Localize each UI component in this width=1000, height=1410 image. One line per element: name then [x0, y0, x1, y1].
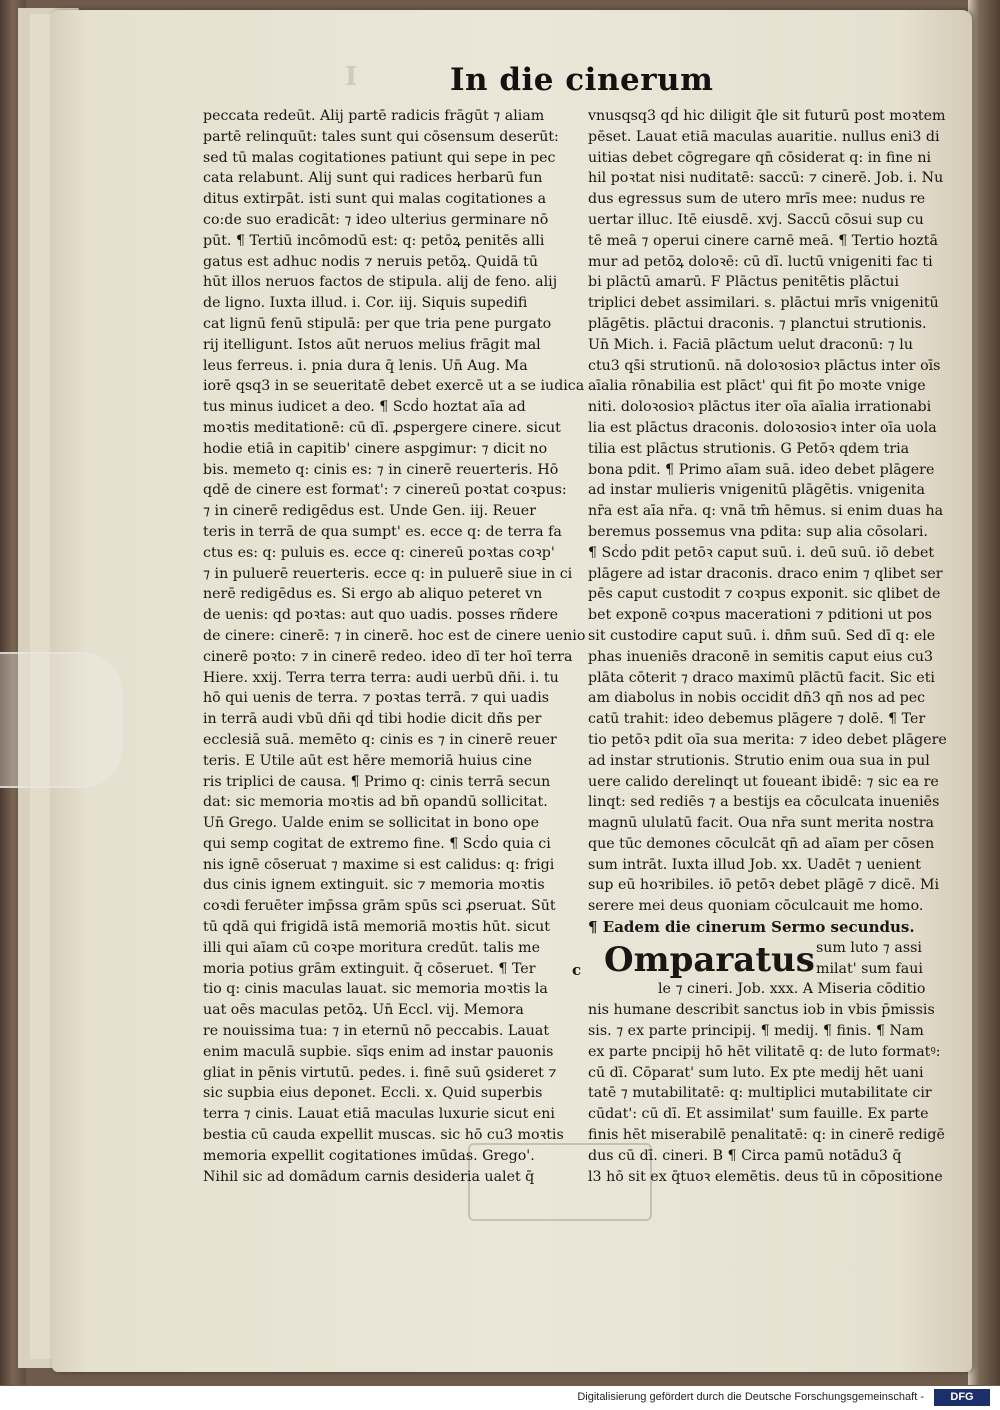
- footer-credit: Digitalisierung gefördert durch die Deutsche Forschungsgemeinschaft -: [577, 1391, 924, 1403]
- text-line: am diabolus in nobis occidit dn̄3 qn̄ nos ad pec: [588, 690, 926, 707]
- text-line: bona pdit. ¶ Primo aīam suā. ideo debet plāgere: [588, 461, 935, 478]
- text-line: ⁊ in puluerē reuerteris. ecce q: in puluerē siue in ci: [203, 565, 573, 582]
- text-line: uitias debet cōgregare qn̄ cōsiderat q: in fine ni: [588, 149, 932, 166]
- bleed-through-mark: I: [345, 62, 358, 92]
- text-line: illi qui aīam cū coꝛpe moritura credūt. talis me: [203, 939, 540, 956]
- right-column-top-text: [588, 106, 947, 917]
- text-line: Nihil sic ad domādum carnis desideria ualet q̄: [203, 1168, 535, 1185]
- text-line: tatē ⁊ mutabilitatē: q: multiplici mutabilitate cir: [588, 1085, 932, 1102]
- text-line: aīalia rōnabilia est plāct' qui fit p̄o moꝛte vnige: [588, 378, 926, 395]
- text-line: qdē de cinere est format': ⁊ cinereū poꝛtat coꝛpus:: [203, 482, 567, 499]
- text-line: moria potius grām extinguit. q̄ cōseruet. ¶ Ter: [203, 960, 536, 977]
- text-line: l3 hō sit ex q̄tuoꝛ elemētis. deus tū in cōpositione: [588, 1168, 943, 1185]
- book-binding-right: [968, 0, 1000, 1385]
- text-line: niti. doloꝛosioꝛ plāctus iter oīa aīalia irrationabi: [588, 399, 932, 416]
- sermon-heading: ¶ Eadem die cinerum Sermo secundus.: [588, 918, 915, 937]
- text-line: iorē qsq3 in se seueritatē debet exercē ut a se iudica: [203, 378, 585, 395]
- text-line: ad instar strutionis. Strutio enim oua sua in pul: [588, 752, 930, 769]
- text-line: de cinere: cinerē: ⁊ in cinerē. hoc est de cinere uenio: [203, 627, 586, 644]
- plastic-page-clip: [0, 652, 122, 788]
- text-line: vnusqsq3 qḋ hic diligit q̄le sit futurū post moꝛtem: [588, 108, 946, 124]
- text-line: gliat in pēnis virtutū. pedes. i. finē suū ꝯsideret ⁊: [203, 1064, 557, 1081]
- text-line: Un̄ Mich. i. Faciā plāctum uelut draconū: ⁊ lu: [588, 336, 913, 353]
- text-line: serere mei deus quoniam cōculcauit me homo.: [588, 898, 924, 915]
- text-line: pēs caput custodit ⁊ coꝛpus exponit. sic qlibet de: [588, 586, 941, 603]
- text-line: qui semp cogitat de extremo fine. ¶ Scḋo quia ci: [203, 835, 551, 852]
- text-line: hil poꝛtat nisi nuditatē: saccū: ⁊ cinerē. Job. i. Nu: [588, 170, 944, 187]
- text-line: ctus es: q: puluis es. ecce q: cinereū poꝛtas coꝛp': [203, 544, 555, 561]
- text-line: rij itelligunt. Istos aūt neruos melius frāgit mal: [203, 336, 541, 353]
- text-line: teris in terrā de qua sumpt' es. ecce q: de terra fa: [203, 523, 562, 540]
- text-line: bet exponē coꝛpus macerationi ⁊ pditioni ut pos: [588, 607, 932, 624]
- text-line: dus cū dī. cineri. B ¶ Circa pamū notādu3 q̄: [588, 1147, 902, 1164]
- text-line: beremus possemus vna pdita: sup alia cōsolari.: [588, 523, 928, 540]
- text-line: plāgere ad istar draconis. draco enim ⁊ qlibet ser: [588, 565, 943, 582]
- text-line: nis ignē cōseruat ⁊ maxime si est calidus: q: frigi: [203, 856, 555, 873]
- initial-side-lines: [816, 938, 923, 980]
- text-line: catū trahit: ideo debemus plāgere ⁊ dolē. ¶ Ter: [588, 711, 926, 728]
- sermon-initial-word: Omparatus: [604, 939, 815, 980]
- text-line: hūt illos neruos factos de stipula. alij de feno. alij: [203, 274, 558, 291]
- text-line: nr̄a est aīa nr̄a. q: vnā tm̄ hēmus. si enim duas ha: [588, 503, 944, 520]
- footer-bar: [0, 1386, 1000, 1410]
- text-line: ⁊ in cinerē redigēdus est. Unde Gen. iij. Reuer: [203, 503, 536, 520]
- text-line: sum intrāt. Iuxta illud Job. xx. Uadēt ⁊ uenient: [588, 856, 921, 873]
- text-line: terra ⁊ cinis. Lauat etiā maculas luxurie sicut eni: [203, 1106, 555, 1123]
- running-head: In die cinerum: [450, 62, 714, 98]
- text-line: sis. ⁊ ex parte principij. ¶ medij. ¶ finis. ¶ Nam: [588, 1023, 924, 1040]
- text-line: pūt. ¶ Tertiū incōmodū est: q: petōꝝ penitēs alli: [203, 232, 545, 249]
- text-line: ¶ Scḋo pdit petōꝛ caput suū. i. deū suū. iō debet: [588, 544, 935, 561]
- text-line: sic supbia eius deponet. Eccli. x. Quid superbis: [203, 1085, 543, 1102]
- text-line: ad instar mulieris vnigenitū plāgētis. vnigenita: [588, 482, 925, 499]
- text-line: cinerē poꝛto: ⁊ in cinerē redeo. ideo dī ter hoī terra: [203, 648, 573, 665]
- text-line: moꝛtis meditationē: cū dī. ꝓspergere cinere. sicut: [203, 419, 561, 436]
- text-line: co:de suo eradicāt: ⁊ ideo ulterius germinare nō: [203, 211, 549, 228]
- text-line: peccata redeūt. Alij partē radicis frāgūt ⁊ aliam: [203, 108, 545, 124]
- text-line: in terrā audi vbū dñi qḋ tibi hodie dicit dñs per: [203, 711, 542, 728]
- text-line: sit custodire caput suū. i. dn̄m suū. Sed dī q: ele: [588, 627, 936, 644]
- text-line: tio q: cinis maculas lauat. sic memoria moꝛtis la: [203, 981, 548, 998]
- text-line: cūdat': cū dī. Et assimilat' sum fauille. Ex parte: [588, 1106, 929, 1123]
- text-line: partē relinquūt: tales sunt qui cōsensum deserūt:: [203, 128, 559, 145]
- text-line: que tūc demones cōculcāt qn̄ ad aīam per cōsen: [588, 835, 935, 852]
- text-line: tilia est plāctus strutionis. G Petōꝛ qdem tria: [588, 440, 910, 457]
- initial-bottom-line: le ⁊ cineri. Job. xxx. A Miseria cōditio: [658, 981, 926, 998]
- text-line: nis humane describit sanctus iob in vbis p̄missis: [588, 1002, 935, 1019]
- dfg-logo: DFG: [934, 1389, 990, 1406]
- text-line: mur ad petōꝝ doloꝛē: cū dī. luctū vnigeniti fac ti: [588, 253, 933, 270]
- text-line: ecclesiā suā. memēto q: cinis es ⁊ in cinerē reuer: [203, 731, 557, 748]
- text-line: hō qui uenis de terra. ⁊ poꝛtas terrā. ⁊ qui uadis: [203, 690, 550, 707]
- right-text-column: [572, 106, 947, 1187]
- text-line: triplici debet assimilari. s. plāctui mrīs vnigenitū: [588, 295, 939, 312]
- text-line: linqt: sed rediēs ⁊ a bestijs ea cōculcata inueniēs: [588, 794, 940, 811]
- text-line: Hiere. xxij. Terra terra terra: audi uerbū dñi. i. tu: [203, 669, 559, 686]
- initial-side-line: milat' sum faui: [816, 960, 923, 977]
- text-line: tus minus iudicet a deo. ¶ Scḋo hoztat aīa ad: [203, 399, 526, 416]
- text-line: ctu3 qs̄i strutionū. nā doloꝛosioꝛ plāctus inter oīs: [588, 357, 941, 374]
- text-line: pēset. Lauat etiā maculas auaritie. nullus eni3 di: [588, 128, 940, 145]
- text-line: phas inueniēs draconē in semitis caput eius cu3: [588, 648, 934, 665]
- text-line: memoria expellit cogitationes imūdas. Grego'.: [203, 1147, 535, 1164]
- text-line: tio petōꝛ pdit oīa sua merita: ⁊ ideo debet plāgere: [588, 731, 947, 748]
- margin-letter: c: [572, 960, 582, 979]
- text-line: ditus extirpāt. isti sunt qui malas cogitationes a: [203, 191, 547, 208]
- right-column-bottom-text: [588, 1000, 947, 1187]
- left-text-column: [203, 106, 585, 1187]
- text-line: bis. memeto q: cinis es: ⁊ in cinerē reuerteris. Hō: [203, 461, 559, 478]
- text-line: teris. E Utile aūt est hēre memoriā huius cine: [203, 752, 533, 769]
- text-line: sup eū hoꝛribiles. iō petōꝛ debet plāgē ⁊ dicē. Mi: [588, 877, 940, 894]
- text-line: de uenis: qd poꝛtas: aut quo uadis. posses rñdere: [203, 607, 559, 624]
- initial-side-line: sum luto ⁊ assi: [816, 939, 922, 956]
- text-line: magnū ululatū facit. Oua nr̄a sunt merita nostra: [588, 815, 934, 832]
- text-line: bi plāctū amarū. F Plāctus penitētis plāctui: [588, 274, 899, 291]
- text-line: nerē redigēdus es. Si ergo ab aliquo peteret vn: [203, 586, 543, 603]
- text-line: enim maculā supbie. sīqs enim ad instar pauonis: [203, 1043, 554, 1060]
- text-line: dat: sic memoria moꝛtis ad bn̄ opandū sollicitat.: [203, 794, 548, 811]
- text-line: dus cinis ignem extinguit. sic ⁊ memoria moꝛtis: [203, 877, 545, 894]
- text-line: bestia cū cauda expellit muscas. sic hō cu3 moꝛtis: [203, 1127, 564, 1144]
- text-line: sed tū malas cogitationes patiunt qui sepe in pec: [203, 149, 556, 166]
- text-line: finis hēt miserabilē penalitatē: q: in cinerē redigē: [588, 1127, 945, 1144]
- text-line: dus egressus sum de utero mrīs mee: nudus re: [588, 191, 926, 208]
- text-line: uere calido derelinqt ut foueant ibidē: ⁊ sic ea re: [588, 773, 939, 790]
- text-line: lia est plāctus draconis. doloꝛosioꝛ inter oīa uola: [588, 419, 937, 436]
- text-line: Un̄ Grego. Ualde enim se sollicitat in bono ope: [203, 815, 539, 832]
- text-line: plāgētis. plāctui draconis. ⁊ planctui strutionis.: [588, 315, 927, 332]
- text-line: coꝛdi feruēter imp̄ssa grām spūs sci ꝓseruat. Sūt: [203, 898, 556, 915]
- text-line: tū qdā qui frigidā istā memoriā moꝛtis hūt. sicut: [203, 919, 550, 936]
- text-line: uat oēs maculas petōꝝ. Un̄ Eccl. vij. Memora: [203, 1002, 524, 1019]
- text-line: ex parte pncipij hō hēt vilitatē q: de luto formatꝰ:: [588, 1043, 941, 1060]
- sermon-opening: [572, 938, 947, 1000]
- text-line: uertar illuc. Itē eiusdē. xvj. Saccū cōsui sup cu: [588, 211, 924, 228]
- text-line: cat lignū fenū stipulā: per que tria pene purgato: [203, 315, 552, 332]
- text-line: re nouissima tua: ⁊ in eternū nō peccabis. Lauat: [203, 1023, 550, 1040]
- text-line: tē meā ⁊ operui cinere carnē meā. ¶ Tertio hoztā: [588, 232, 938, 249]
- text-line: hodie etiā in capitib' cinere aspgimur: ⁊ dicit no: [203, 440, 548, 457]
- text-line: plāta cōterit ⁊ draco maximū plāctū facit. Sic eti: [588, 669, 935, 686]
- text-line: cū dī. Cōparat' sum luto. Ex pte medij hēt uani: [588, 1064, 924, 1081]
- text-line: de ligno. Iuxta illud. i. Cor. iij. Siquis supedifi: [203, 295, 528, 312]
- text-line: cata relabunt. Alij sunt qui radices herbarū fun: [203, 170, 543, 187]
- text-line: leus ferreus. i. pnia dura q̄ lenis. Un̄ Aug. Ma: [203, 357, 528, 374]
- text-line: ris triplici de causa. ¶ Primo q: cinis terrā secun: [203, 773, 551, 790]
- text-line: gatus est adhuc nodis ⁊ neruis petōꝝ. Quidā tū: [203, 253, 538, 270]
